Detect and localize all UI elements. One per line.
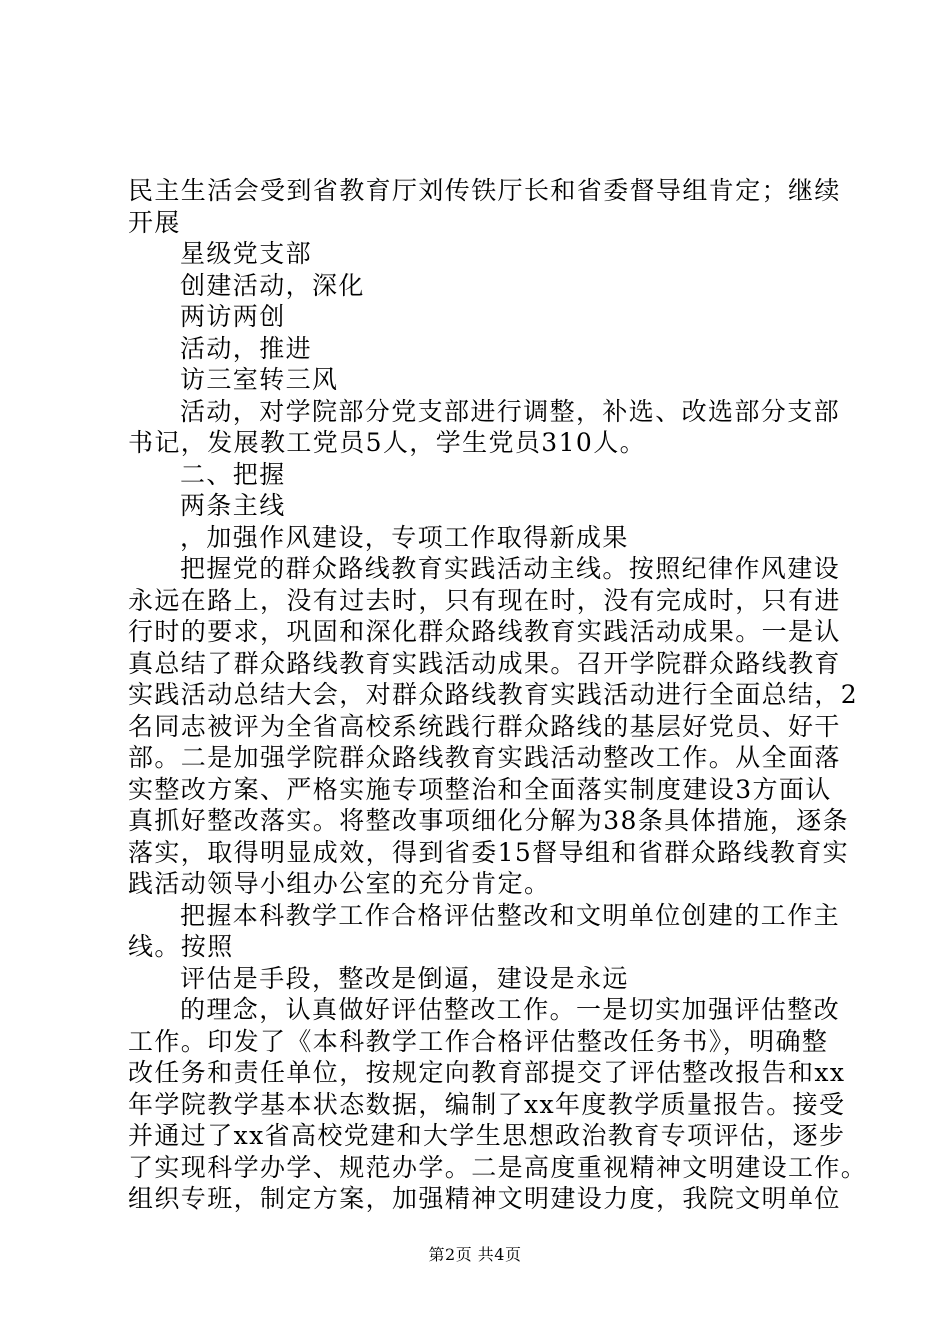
text-line: 开展 [128,207,181,237]
text-line: 活动，推进 [180,333,313,363]
text-line: 落实，取得明显成效，得到省委15督导组和省群众路线教育实 [128,837,850,867]
text-line: 工作。印发了《本科教学工作合格评估整改任务书》，明确整 [128,1026,829,1056]
text-line: 两访两创 [180,302,286,331]
text-line: 把握本科教学工作合格评估整改和文明单位创建的工作主 [180,900,841,930]
text-line: 两条主线 [180,491,286,520]
text-line: 评估是手段，整改是倒逼，建设是永远 [180,963,629,993]
text-line: 践活动领导小组办公室的充分肯定。 [128,869,551,898]
text-line: 部。二是加强学院群众路线教育实践活动整改工作。从全面落 [128,743,841,772]
text-line: 的理念，认真做好评估整改工作。一是切实加强评估整改 [180,995,841,1024]
text-line: 活动，对学院部分党支部进行调整，补选、改选部分支部 [180,396,841,426]
text-line: 行时的要求，巩固和深化群众路线教育实践活动成果。一是认 [128,617,841,646]
page-footer: 第2页 共4页 [428,1245,522,1264]
text-line: 线。按照 [128,932,234,961]
text-line: 了实现科学办学、规范办学。二是高度重视精神文明建设工作。 [128,1152,868,1182]
text-line: 实践活动总结大会，对群众路线教育实践活动进行全面总结，2 [128,680,859,709]
text-line: ，加强作风建设，专项工作取得新成果 [180,522,629,552]
text-line: 年学院教学基本状态数据，编制了xx年度教学质量报告。接受 [128,1089,846,1119]
text-line: 民主生活会受到省教育厅刘传铁厅长和省委督导组肯定；继续 [128,176,841,205]
text-line: 并通过了xx省高校党建和大学生思想政治教育专项评估，逐步 [128,1121,846,1150]
text-line: 二、把握 [180,459,286,489]
text-line: 书记，发展教工党员5人，学生党员310人。 [128,428,647,457]
text-line: 实整改方案、严格实施专项整治和全面落实制度建设3方面认 [128,774,832,804]
body-text [128,175,868,1215]
text-line: 真抓好整改落实。将整改事项细化分解为38条具体措施，逐条 [128,806,850,835]
text-line: 组织专班，制定方案，加强精神文明建设力度，我院文明单位 [128,1184,841,1213]
text-line: 访三室转三风 [180,365,339,394]
text-line: 星级党支部 [180,239,313,268]
text-line: 名同志被评为全省高校系统践行群众路线的基层好党员、好干 [128,711,841,741]
text-line: 改任务和责任单位，按规定向教育部提交了评估整改报告和xx [128,1058,846,1087]
text-line: 把握党的群众路线教育实践活动主线。按照纪律作风建设 [180,554,841,583]
text-line: 创建活动，深化 [180,270,365,300]
text-line: 永远在路上，没有过去时，只有现在时，没有完成时，只有进 [128,585,841,615]
text-line: 真总结了群众路线教育实践活动成果。召开学院群众路线教育 [128,648,841,678]
